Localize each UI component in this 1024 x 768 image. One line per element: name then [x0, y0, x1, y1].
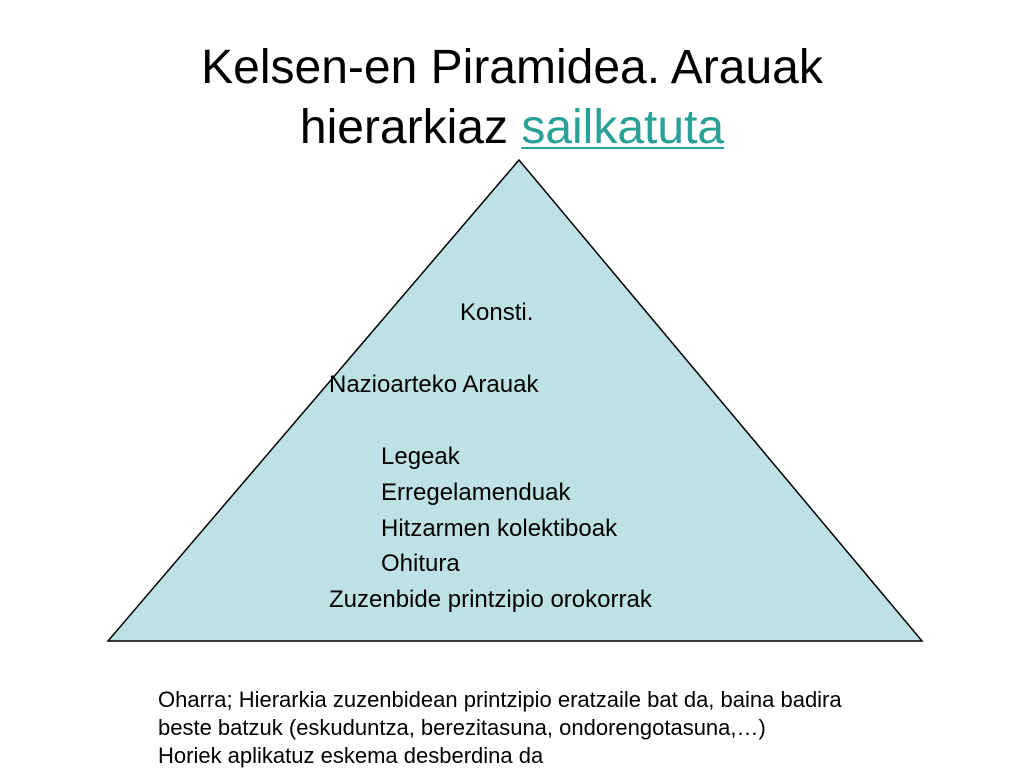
note-line-1: Oharra; Hierarkia zuzenbidean printzipio eratzaile bat da, baina badira [158, 687, 842, 712]
note-text [158, 686, 842, 768]
note-line-3: Horiek aplikatuz eskema desberdina da [158, 743, 544, 768]
level-nazioarteko-arauak: Nazioarteko Arauak [329, 371, 539, 398]
level-erregelamenduak: Erregelamenduak [381, 479, 571, 506]
sailkatuta-link[interactable]: sailkatuta [521, 101, 725, 154]
pyramid-triangle [108, 160, 922, 641]
title-line-1: Kelsen-en Piramidea. Arauak [201, 41, 823, 94]
title-line-2-text: hierarkiaz [299, 101, 508, 154]
level-legeak: Legeak [381, 443, 460, 470]
level-hitzarmen-kolektiboak: Hitzarmen kolektiboak [381, 515, 618, 542]
level-ohitura: Ohitura [381, 550, 460, 577]
level-zuzenbide-printzipioak: Zuzenbide printzipio orokorrak [329, 586, 652, 613]
note-line-2: beste batzuk (eskuduntza, berezitasuna, ondorengotasuna,…) [158, 715, 766, 740]
level-konstituzioa: Konsti. [460, 299, 534, 326]
